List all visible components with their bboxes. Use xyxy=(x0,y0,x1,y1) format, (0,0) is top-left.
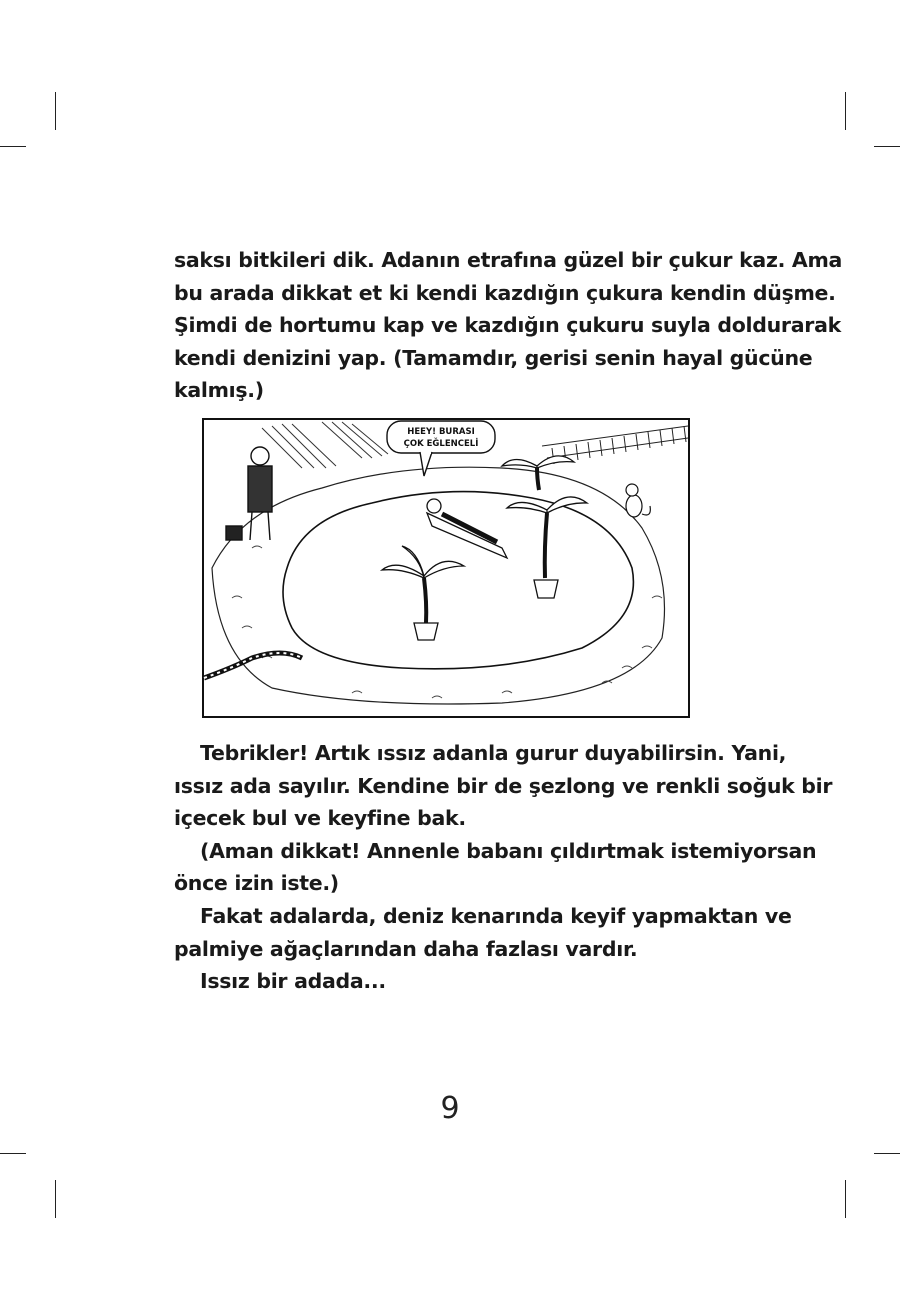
crop-mark xyxy=(845,92,846,130)
crop-mark xyxy=(55,92,56,130)
text-line: Tebrikler! Artık ıssız adanla gurur duyabilirsin. Yani, xyxy=(200,741,787,765)
text-line: içecek bul ve keyfine bak. xyxy=(174,806,466,831)
text-line: kendi denizini yap. (Tamamdır, gerisi senin hayal gücüne xyxy=(174,345,813,370)
text-line: kalmış.) xyxy=(174,378,264,403)
text-line: palmiye ağaçlarından daha fazlası vardır. xyxy=(174,936,638,961)
text-line: bu arada dikkat et ki kendi kazdığın çukura kendin düşme. xyxy=(174,280,836,305)
crop-mark xyxy=(874,146,900,147)
crop-mark xyxy=(845,1180,846,1218)
crop-mark xyxy=(0,1153,26,1154)
crop-mark xyxy=(0,146,26,147)
crop-mark xyxy=(874,1153,900,1154)
text-line: önce izin iste.) xyxy=(174,871,339,896)
text-line: ıssız ada sayılır. Kendine bir de şezlong ve renkli soğuk bir xyxy=(174,773,833,798)
text-line: Fakat adalarda, deniz kenarında keyif yapmaktan ve xyxy=(200,903,792,928)
speech-bubble-line: ÇOK EĞLENCELİ xyxy=(403,439,479,449)
speech-bubble-line: HEEY! BURASI xyxy=(407,427,475,437)
island xyxy=(283,492,633,669)
crop-mark xyxy=(55,1180,56,1218)
island-illustration xyxy=(202,418,690,718)
paragraph-bottom xyxy=(174,737,833,998)
text-line: (Aman dikkat! Annenle babanı çıldırtmak istemiyorsan xyxy=(200,838,817,863)
text-line: Şimdi de hortumu kap ve kazdığın çukuru suyla doldurarak xyxy=(174,313,841,338)
text-line: saksı bitkileri dik. Adanın etrafına güzel bir çukur kaz. Ama xyxy=(174,248,843,272)
paragraph-top xyxy=(174,244,843,407)
text-line: Issız bir adada... xyxy=(200,969,386,994)
page-number: 9 xyxy=(440,1091,460,1126)
